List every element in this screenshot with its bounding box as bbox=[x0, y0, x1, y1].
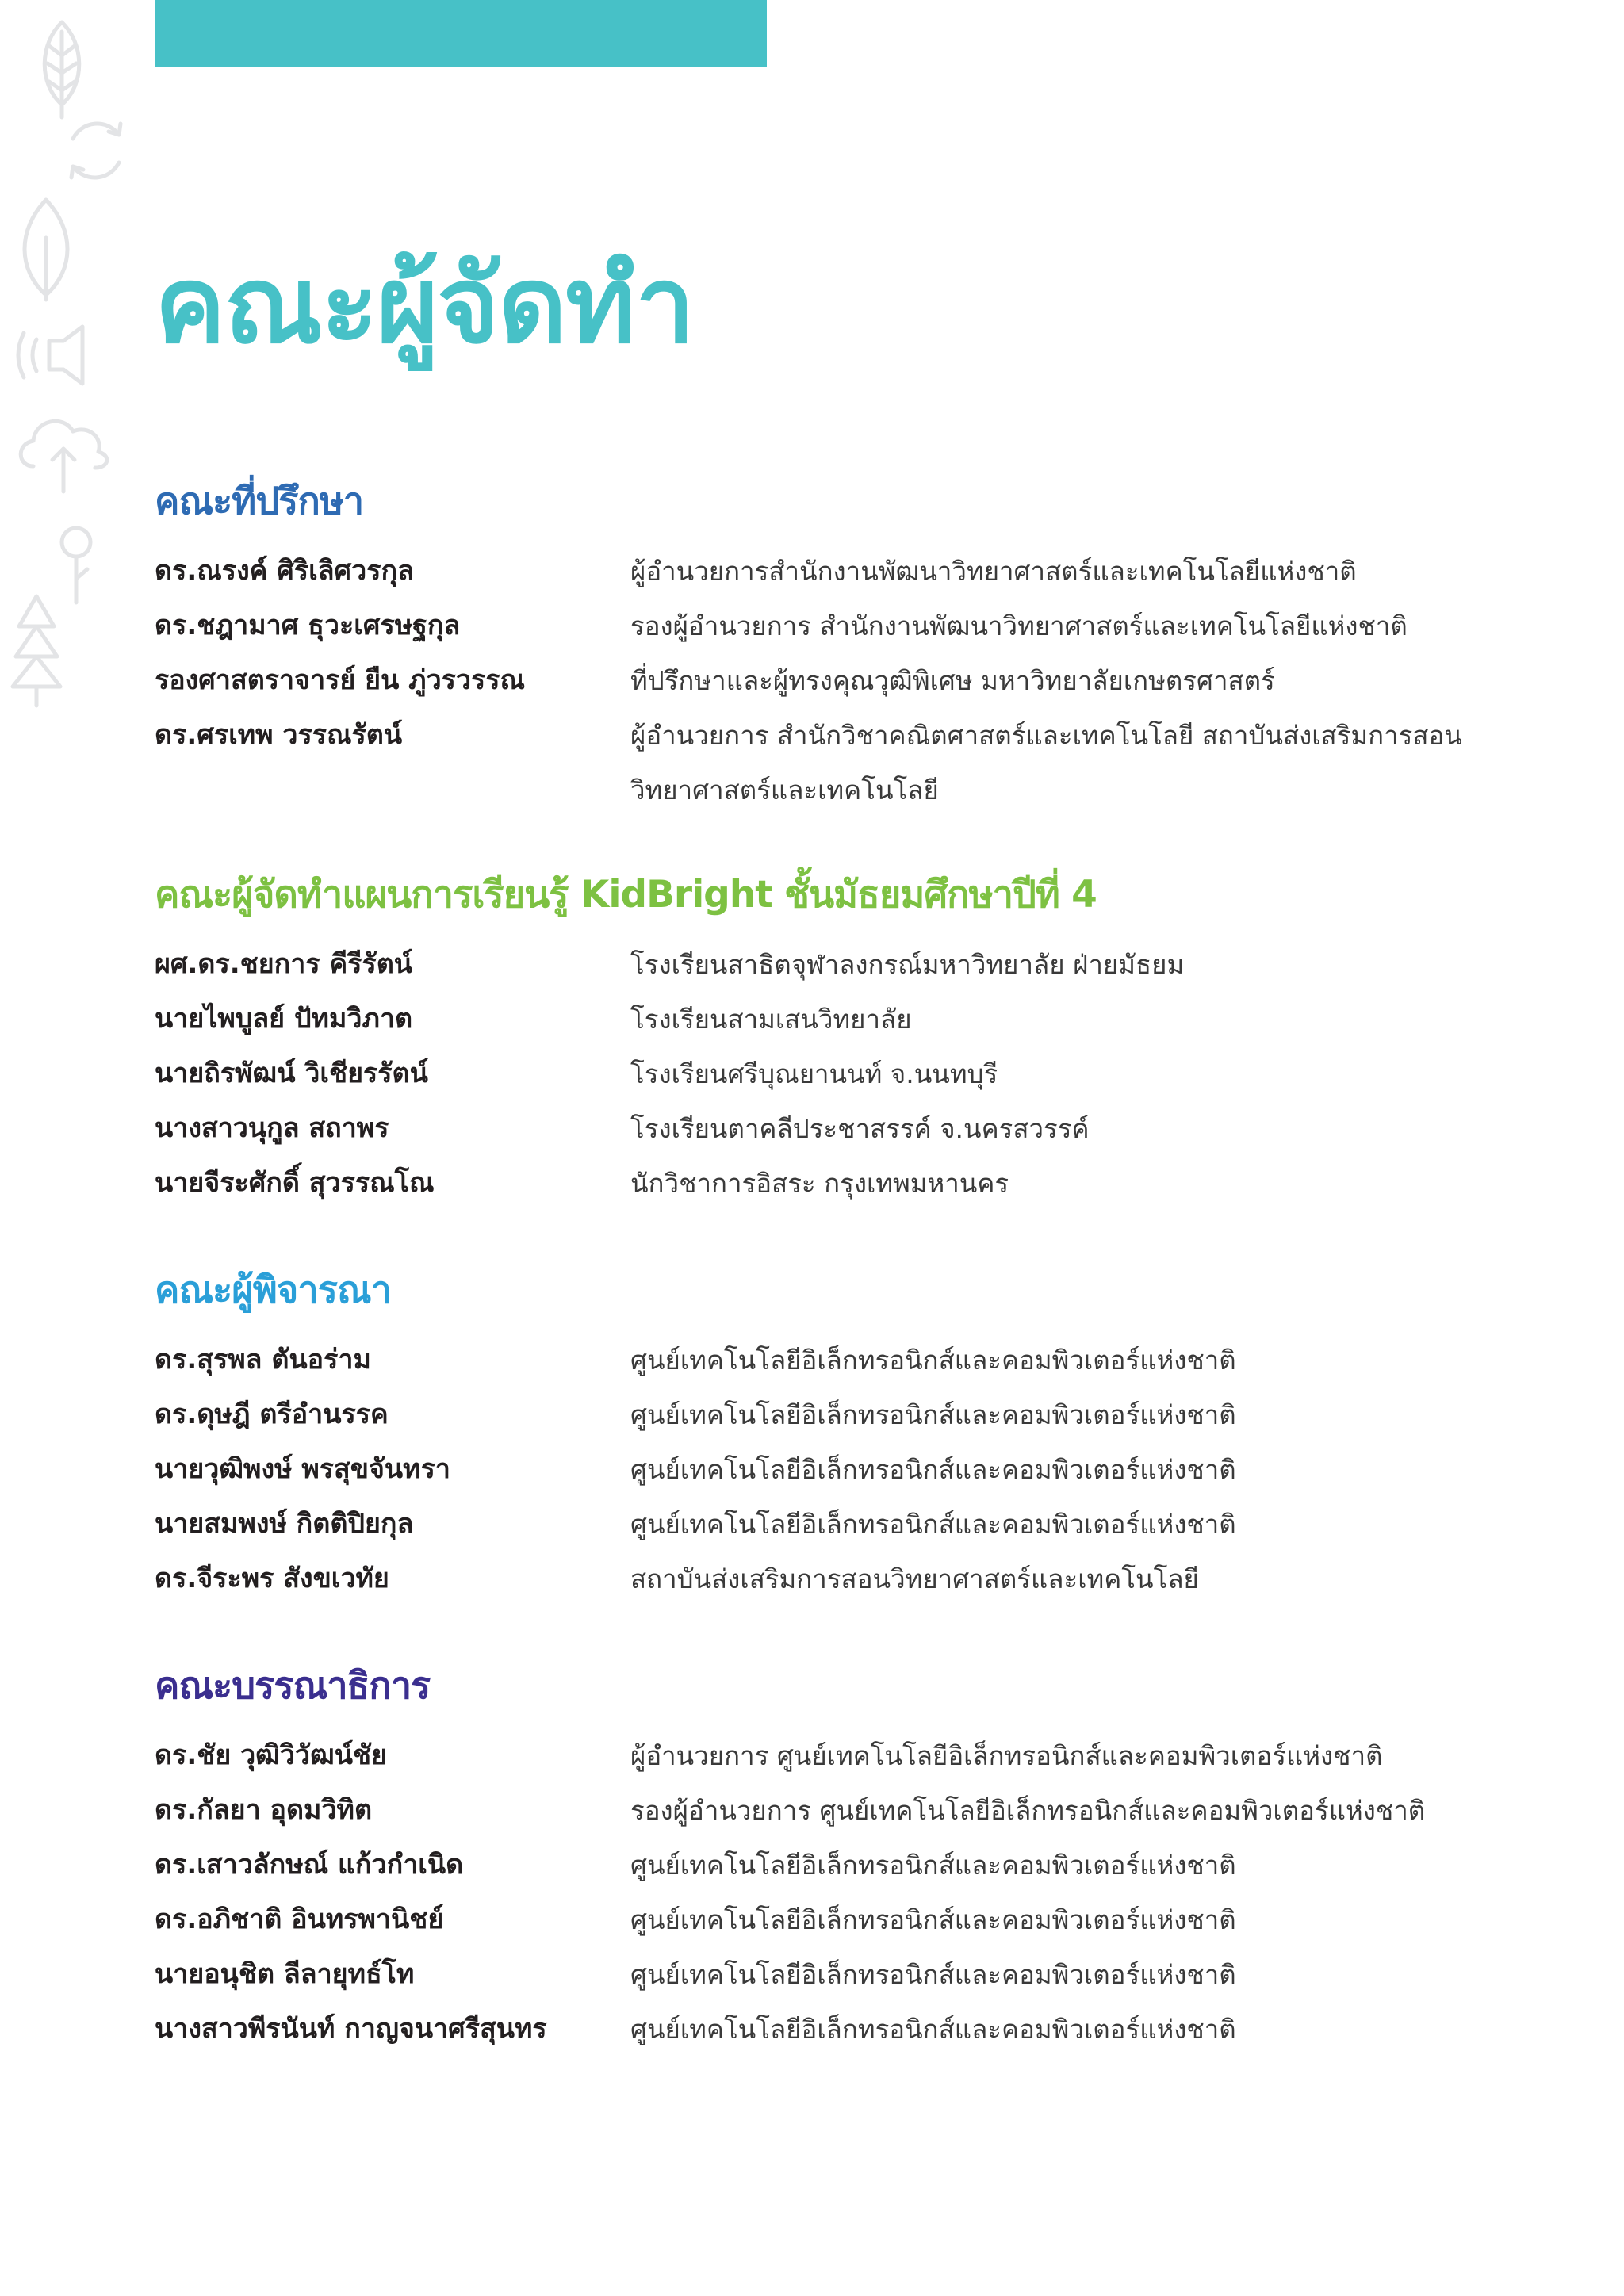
member-name: ดร.ณรงค์ ศิริเลิศวรกุล bbox=[155, 555, 414, 587]
member-role: ที่ปรึกษาและผู้ทรงคุณวุฒิพิเศษ มหาวิทยาลัยเกษตรศาสตร์ bbox=[630, 665, 1275, 696]
member-name: นายไพบูลย์ ปัทมวิภาต bbox=[155, 1003, 413, 1035]
member-row bbox=[155, 1156, 1503, 1211]
member-row bbox=[155, 544, 1503, 599]
leaf-outline-icon bbox=[25, 200, 67, 300]
member-role: สถาบันส่งเสริมการสอนวิทยาศาสตร์และเทคโนโลยี bbox=[630, 1563, 1199, 1594]
member-row bbox=[155, 599, 1503, 653]
member-role: โรงเรียนสามเสนวิทยาลัย bbox=[630, 1004, 912, 1035]
member-row bbox=[155, 1892, 1503, 1947]
member-name: นายอนุชิต ลีลายุทธ์โท bbox=[155, 1958, 415, 1990]
cloud-upload-icon bbox=[21, 421, 107, 492]
member-name: นายสมพงษ์ กิตติปิยกุล bbox=[155, 1508, 414, 1540]
section-heading: คณะผู้จัดทำแผนการเรียนรู้ KidBright ชั้นมัธยมศึกษาปีที่ 4 bbox=[155, 873, 1097, 916]
member-name: ดร.ศรเทพ วรรณรัตน์ bbox=[155, 719, 403, 751]
member-row bbox=[155, 1047, 1503, 1101]
member-role: รองผู้อำนวยการ ศูนย์เทคโนโลยีอิเล็กทรอนิกส์และคอมพิวเตอร์แห่งชาติ bbox=[630, 1795, 1426, 1826]
member-name: ดร.เสาวลักษณ์ แก้วกำเนิด bbox=[155, 1849, 464, 1881]
recycle-icon bbox=[71, 124, 121, 178]
pine-tree-icon bbox=[13, 596, 60, 706]
section-heading: คณะที่ปรึกษา bbox=[155, 480, 364, 523]
member-role: ศูนย์เทคโนโลยีอิเล็กทรอนิกส์และคอมพิวเตอร์แห่งชาติ bbox=[630, 1850, 1236, 1881]
member-name: นางสาวพีรนันท์ กาญจนาศรีสุนทร bbox=[155, 2013, 547, 2045]
member-name: นายจีระศักดิ์ สุวรรณโณ bbox=[155, 1167, 435, 1199]
member-row bbox=[155, 1333, 1503, 1387]
member-role: ศูนย์เทคโนโลยีอิเล็กทรอนิกส์และคอมพิวเตอร์แห่งชาติ bbox=[630, 1345, 1236, 1376]
member-row bbox=[155, 2002, 1503, 2057]
member-name: ดร.ชัย วุฒิวิวัฒน์ชัย bbox=[155, 1739, 388, 1771]
member-role: ผู้อำนวยการ สำนักวิชาคณิตศาสตร์และเทคโนโลยี สถาบันส่งเสริมการสอนวิทยาศาสตร์และเทคโนโลยี bbox=[630, 720, 1462, 806]
member-name: ดร.สุรพล ตันอร่าม bbox=[155, 1344, 371, 1376]
member-name: ผศ.ดร.ชยการ คีรีรัตน์ bbox=[155, 948, 413, 980]
member-name: ดร.กัลยา อุดมวิทิต bbox=[155, 1794, 373, 1826]
lesson-plan-team-section bbox=[155, 871, 1503, 1211]
member-role: ศูนย์เทคโนโลยีอิเล็กทรอนิกส์และคอมพิวเตอร์แห่งชาติ bbox=[630, 2014, 1236, 2045]
member-role: โรงเรียนตาคลีประชาสรรค์ จ.นครสวรรค์ bbox=[630, 1113, 1090, 1144]
member-row bbox=[155, 1442, 1503, 1497]
member-role: ศูนย์เทคโนโลยีอิเล็กทรอนิกส์และคอมพิวเตอร์แห่งชาติ bbox=[630, 1399, 1236, 1430]
member-name: รองศาสตราจารย์ ยืน ภู่วรวรรณ bbox=[155, 664, 526, 696]
member-name: นางสาวนุกูล สถาพร bbox=[155, 1112, 389, 1144]
leaf-icon bbox=[44, 22, 79, 117]
top-accent-bar bbox=[155, 0, 767, 67]
member-row bbox=[155, 1497, 1503, 1552]
member-role: ศูนย์เทคโนโลยีอิเล็กทรอนิกส์และคอมพิวเตอร์แห่งชาติ bbox=[630, 1509, 1236, 1540]
member-role: นักวิชาการอิสระ กรุงเทพมหานคร bbox=[630, 1168, 1009, 1199]
section-heading: คณะบรรณาธิการ bbox=[155, 1664, 431, 1708]
member-row bbox=[155, 1838, 1503, 1892]
member-role: ผู้อำนวยการสำนักงานพัฒนาวิทยาศาสตร์และเทคโนโลยีแห่งชาติ bbox=[630, 556, 1357, 587]
member-name: นายวุฒิพงษ์ พรสุขจันทรา bbox=[155, 1453, 450, 1485]
member-role: ศูนย์เทคโนโลยีอิเล็กทรอนิกส์และคอมพิวเตอร์แห่งชาติ bbox=[630, 1959, 1236, 1990]
member-role: โรงเรียนสาธิตจุฬาลงกรณ์มหาวิทยาลัย ฝ่ายมัธยม bbox=[630, 949, 1185, 980]
reviewers-section bbox=[155, 1266, 1503, 1606]
member-row bbox=[155, 708, 1503, 817]
editors-section bbox=[155, 1662, 1503, 2057]
page-title: คณะผู้จัดทำ bbox=[155, 243, 694, 367]
member-row bbox=[155, 1783, 1503, 1838]
member-role: ศูนย์เทคโนโลยีอิเล็กทรอนิกส์และคอมพิวเตอร์แห่งชาติ bbox=[630, 1904, 1236, 1935]
left-decoration bbox=[0, 0, 143, 714]
member-row bbox=[155, 653, 1503, 708]
member-role: โรงเรียนศรีบุณยานนท์ จ.นนทบุรี bbox=[630, 1058, 998, 1089]
member-row bbox=[155, 992, 1503, 1047]
member-row bbox=[155, 1728, 1503, 1783]
member-name: ดร.ดุษฎี ตรีอำนรรค bbox=[155, 1399, 389, 1430]
member-row bbox=[155, 1947, 1503, 2002]
member-name: ดร.อภิชาติ อินทรพานิชย์ bbox=[155, 1904, 444, 1935]
member-role: ศูนย์เทคโนโลยีอิเล็กทรอนิกส์และคอมพิวเตอร์แห่งชาติ bbox=[630, 1454, 1236, 1485]
section-heading: คณะผู้พิจารณา bbox=[155, 1269, 391, 1312]
member-role: ผู้อำนวยการ ศูนย์เทคโนโลยีอิเล็กทรอนิกส์และคอมพิวเตอร์แห่งชาติ bbox=[630, 1740, 1383, 1771]
advisors-section bbox=[155, 477, 1503, 817]
member-row bbox=[155, 937, 1503, 992]
member-row bbox=[155, 1387, 1503, 1442]
member-row bbox=[155, 1552, 1503, 1606]
member-role: รองผู้อำนวยการ สำนักงานพัฒนาวิทยาศาสตร์และเทคโนโลยีแห่งชาติ bbox=[630, 610, 1408, 641]
sprout-icon bbox=[62, 528, 90, 603]
sound-wave-icon bbox=[18, 327, 82, 384]
member-name: ดร.ชฎามาศ ธุวะเศรษฐกุล bbox=[155, 610, 461, 641]
member-name: นายถิรพัฒน์ วิเชียรรัตน์ bbox=[155, 1058, 428, 1089]
member-name: ดร.จีระพร สังขเวทัย bbox=[155, 1563, 389, 1594]
member-row bbox=[155, 1101, 1503, 1156]
